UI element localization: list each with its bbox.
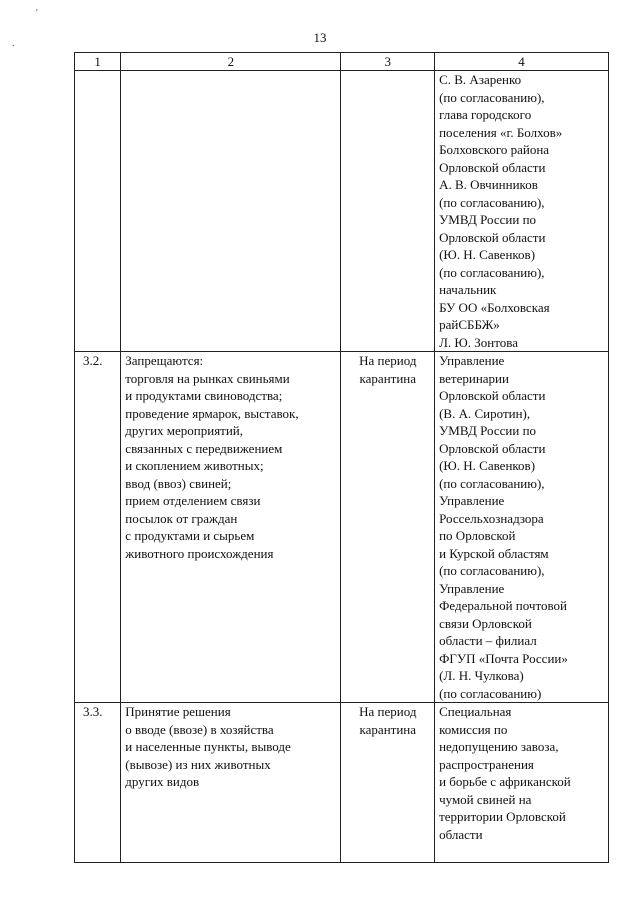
cell-line: и продуктами свиноводства; bbox=[125, 388, 283, 403]
cell-line: чумой свиней на bbox=[439, 791, 532, 807]
cell-line: связи Орловской bbox=[439, 615, 532, 631]
cell-line: области – филиал bbox=[439, 633, 537, 648]
row-number bbox=[75, 71, 121, 352]
cell-line: Россельхознадзора bbox=[439, 510, 544, 526]
cell-line: и населенные пункты, выводе bbox=[125, 739, 291, 754]
cell-line: (по согласованию), bbox=[439, 264, 545, 280]
header-col-2: 2 bbox=[121, 53, 341, 71]
cell-line: На период bbox=[359, 353, 417, 368]
responsible-cell bbox=[435, 703, 609, 863]
cell-line: Специальная bbox=[439, 704, 512, 719]
row-number: 3.3. bbox=[75, 703, 121, 863]
cell-line: (вывозе) из них животных bbox=[125, 756, 271, 772]
cell-line: Управление bbox=[439, 580, 505, 596]
cell-line: проведение ярмарок, выставок, bbox=[125, 405, 299, 421]
cell-line: Орловской области bbox=[439, 388, 546, 403]
cell-line: других видов bbox=[125, 774, 200, 789]
table-row bbox=[75, 352, 609, 703]
cell-line: Запрещаются: bbox=[125, 353, 204, 368]
cell-line: УМВД России по bbox=[439, 212, 537, 227]
cell-line: УМВД России по bbox=[439, 423, 537, 438]
cell-line: (по согласованию), bbox=[439, 475, 545, 491]
table-row bbox=[75, 703, 609, 863]
cell-line: посылок от граждан bbox=[125, 510, 238, 526]
cell-line: (Ю. Н. Савенков) bbox=[439, 458, 536, 473]
cell-line: Л. Ю. Зонтова bbox=[439, 334, 518, 350]
cell-line: и скоплением животных; bbox=[125, 458, 264, 473]
responsible-cell bbox=[435, 352, 609, 703]
cell-line: А. В. Овчинников bbox=[439, 177, 538, 192]
cell-line: недопущению завоза, bbox=[439, 739, 559, 754]
cell-line: Орловской области bbox=[439, 440, 546, 456]
header-col-1: 1 bbox=[75, 53, 121, 71]
responsible-cell bbox=[435, 71, 609, 352]
cell-line: по Орловской bbox=[439, 528, 516, 543]
cell-line: С. В. Азаренко bbox=[439, 72, 522, 87]
cell-line: прием отделением связи bbox=[125, 493, 261, 508]
scan-mark-2: . bbox=[12, 38, 15, 49]
cell-line: и борьбе с африканской bbox=[439, 774, 571, 789]
cell-line: Орловской области bbox=[439, 229, 546, 245]
cell-line: начальник bbox=[439, 282, 497, 297]
cell-line: (В. А. Сиротин), bbox=[439, 405, 531, 421]
cell-line: карантина bbox=[359, 721, 417, 737]
cell-line: (Ю. Н. Савенков) bbox=[439, 247, 536, 262]
measures-table bbox=[74, 52, 609, 863]
cell-line: животного происхождения bbox=[125, 545, 274, 561]
header-col-3: 3 bbox=[341, 53, 435, 71]
cell-line: райСББЖ» bbox=[439, 317, 500, 332]
header-col-4: 4 bbox=[435, 53, 609, 71]
cell-line: Управление bbox=[439, 353, 505, 368]
cell-line: Принятие решения bbox=[125, 704, 231, 719]
cell-line: ФГУП «Почта России» bbox=[439, 650, 568, 666]
scan-mark-1: ' bbox=[36, 8, 38, 19]
cell-line: области bbox=[439, 826, 483, 842]
cell-line: распространения bbox=[439, 756, 534, 772]
cell-line: ветеринарии bbox=[439, 370, 509, 386]
measure-cell bbox=[121, 71, 341, 352]
term-cell bbox=[341, 352, 435, 703]
cell-line: карантина bbox=[359, 370, 417, 386]
cell-line: ввод (ввоз) свиней; bbox=[125, 475, 232, 491]
row-number: 3.2. bbox=[75, 352, 121, 703]
cell-line: Управление bbox=[439, 493, 505, 508]
cell-line: связанных с передвижением bbox=[125, 440, 283, 456]
cell-line: комиссия по bbox=[439, 721, 508, 737]
cell-line: торговля на рынках свиньями bbox=[125, 370, 290, 386]
cell-line: Орловской области bbox=[439, 159, 546, 175]
cell-line: поселения «г. Болхов» bbox=[439, 124, 563, 140]
cell-line: (по согласованию), bbox=[439, 89, 545, 105]
term-cell bbox=[341, 703, 435, 863]
page-number: 13 bbox=[313, 30, 327, 45]
cell-line: (Л. Н. Чулкова) bbox=[439, 668, 524, 683]
measure-cell bbox=[121, 703, 341, 863]
cell-line: Федеральной почтовой bbox=[439, 598, 567, 613]
cell-line: Болховского района bbox=[439, 142, 550, 157]
cell-line: (по согласованию), bbox=[439, 563, 545, 578]
cell-line: (по согласованию) bbox=[439, 685, 542, 701]
cell-line: с продуктами и сырьем bbox=[125, 528, 255, 543]
term-cell bbox=[341, 71, 435, 352]
cell-line: (по согласованию), bbox=[439, 194, 545, 210]
table-row bbox=[75, 71, 609, 352]
cell-line: других мероприятий, bbox=[125, 423, 244, 438]
cell-line: На период bbox=[359, 704, 417, 719]
table-header-row bbox=[75, 53, 609, 71]
cell-line: глава городского bbox=[439, 107, 532, 122]
cell-line: БУ ОО «Болховская bbox=[439, 299, 550, 315]
cell-line: и Курской областям bbox=[439, 545, 549, 561]
cell-line: территории Орловской bbox=[439, 809, 566, 824]
cell-line: о вводе (ввозе) в хозяйства bbox=[125, 721, 274, 737]
measure-cell bbox=[121, 352, 341, 703]
